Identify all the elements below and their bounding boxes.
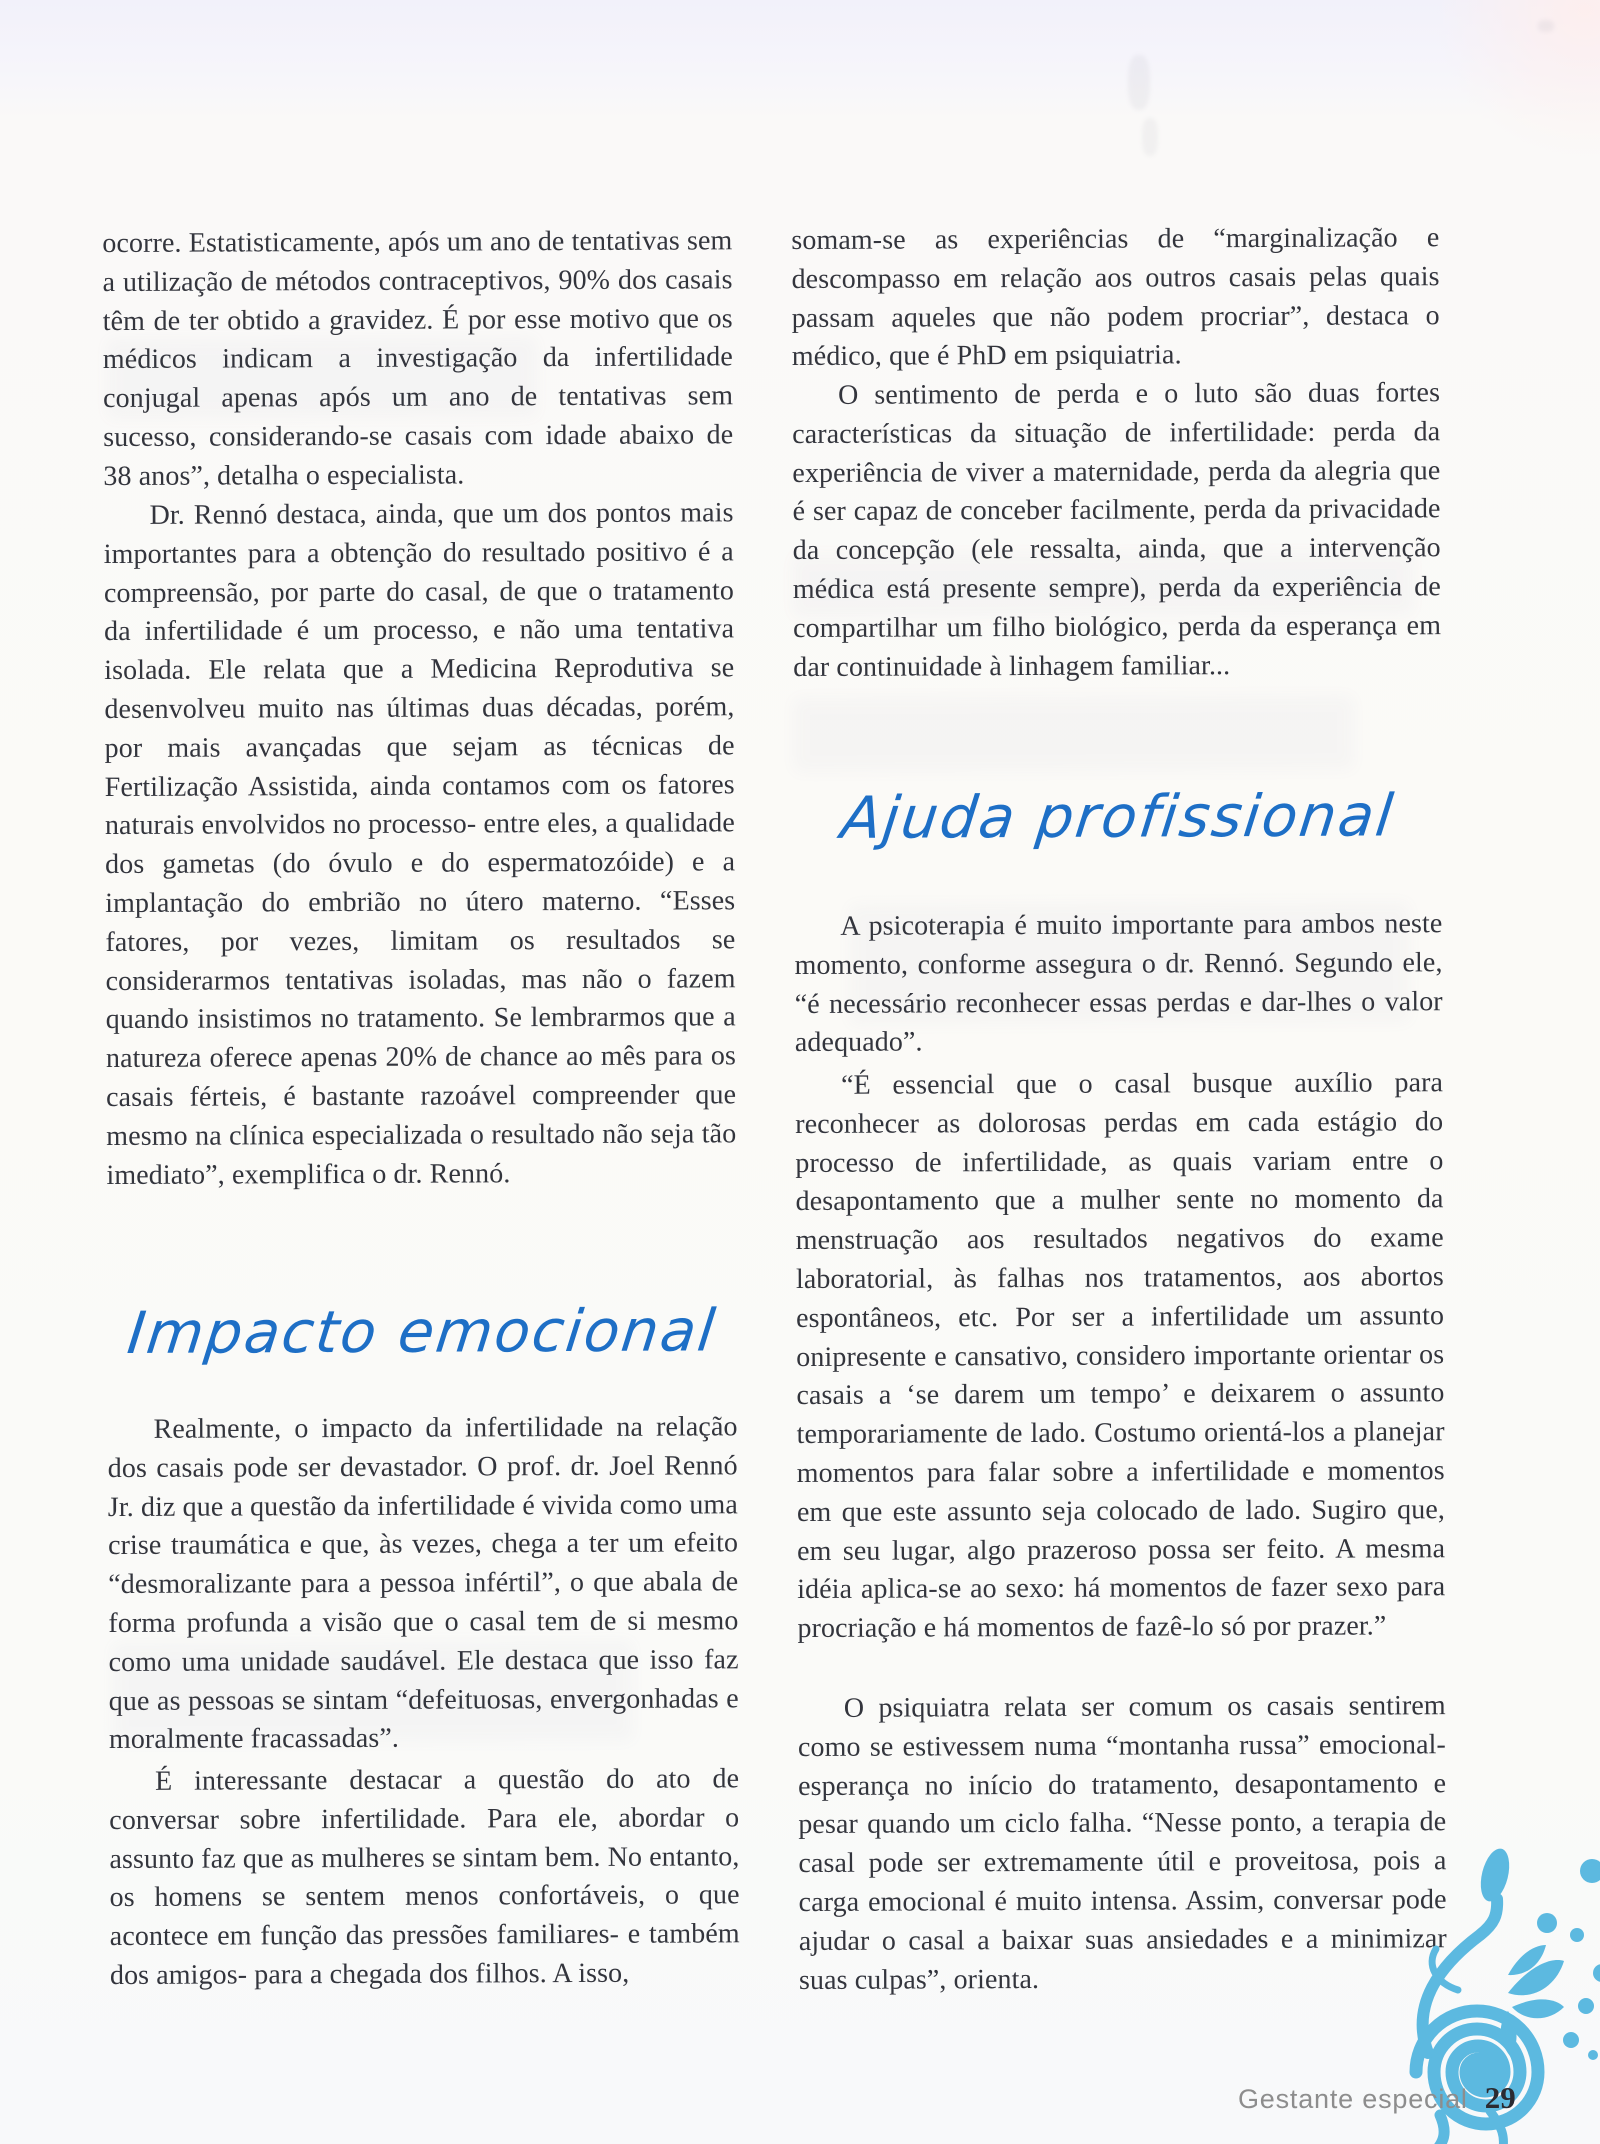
- bleed-through-artifact: [793, 696, 1353, 772]
- body-paragraph: Dr. Rennó destaca, ainda, que um dos pontos mais importantes para a obtenção do resultado positivo é a compreensão, por parte do casal, de que o tratamento da infertilidade é um processo, e não uma tentativa isolada. Ele relata que a Medicina Reprodutiva se desenvolveu muito nas últimas duas décadas, porém, por mais avançadas que sejam as técnicas de Fertilização Assistida, ainda contamos com os fatores naturais envolvidos no processo- entre eles, a qualidade dos gametas (do óvulo e do espermatozóide) e a implantação do embrião no útero materno. “Esses fatores, por vezes, limitam os resultados se considerarmos tentativas isoladas, mas não o fazem quando insistimos no tratamento. Se lembrarmos que a natureza oferece apenas 20% de chance ao mês para os casais férteis, é bastante razoável compreender que mesmo na clínica especializada o resultado não seja tão imediato”, exemplifica o dr. Rennó.: [103, 497, 737, 1191]
- body-paragraph: “É essencial que o casal busque auxílio para reconhecer as dolorosas perdas em cada estágio do processo de infertilidade, as quais variam entre o desapontamento que a mulher sente no momento da menstruação aos resultados negativos do exame laboratorial, às falhas nos tratamentos, aos abortos espontâneos, etc. Por ser a infertilidade um assunto onipresente e cansativo, considero importante orientar os casais a ‘se darem um tempo’ e deixarem o assunto temporariamente de lado. Costumo orientá-los a planejar momentos para falar sobre a infertilidade e momentos em que este assunto seja colocado de lado. Sugiro que, em seu lugar, algo prazeroso possa ser feito. A mesma idéia aplica-se ao sexo: há momentos de fazer sexo para procriação e há momentos de fazê-lo só por prazer.”: [795, 1067, 1446, 1645]
- page-footer: [1238, 2080, 1516, 2116]
- page-number: 29: [1484, 2080, 1516, 2115]
- body-paragraph: A psicoterapia é muito importante para ambos neste momento, conforme assegura o dr. Rennó. Segundo ele, “é necessário reconhecer essas perdas e dar-lhes o valor adequado”.: [794, 908, 1443, 1059]
- magazine-title: Gestante especial: [1238, 2084, 1468, 2114]
- body-paragraph: ocorre. Estatisticamente, após um ano de tentativas sem a utilização de métodos contraceptivos, 90% dos casais têm de ter obtido a gravidez. É por esse motivo que os médicos indicam a investigação da infertilidade conjugal apenas após um ano de tentativas sem sucesso, considerando-se casais com idade abaixo de 38 anos”, detalha o especialista.: [102, 225, 734, 492]
- body-paragraph: É interessante destacar a questão do ato de conversar sobre infertilidade. Para ele, abordar o assunto faz que as mulheres se sintam bem. No entanto, os homens se sentem menos confortáveis, o que acontece em função das pressões familiares- e também dos amigos- para a chegada dos filhos. A isso,: [109, 1763, 740, 1992]
- section-heading-ajuda-profissional: Ajuda profissional: [837, 781, 1399, 852]
- body-paragraph: O psiquiatra relata ser comum os casais sentirem como se estivessem numa “montanha russa” emocional- esperança no início do tratamento, desapontamento e pesar quando um ciclo falha. “Nesse ponto, a terapia de casal pode ser extremamente útil e proveitosa, pois a carga emocional é muito intensa. Assim, conversar pode ajudar o casal a baixar suas ansiedades e a minimizar suas culpas”, orienta.: [797, 1690, 1447, 1996]
- body-paragraph: somam-se as experiências de “marginalização e descompasso em relação aos outros casais pelas quais passam aqueles que não podem procriar”, destaca o médico, que é PhD em psiquiatria.: [791, 222, 1440, 373]
- section-heading-impacto-emocional: Impacto emocional: [124, 1296, 721, 1367]
- body-paragraph: Realmente, o impacto da infertilidade na relação dos casais pode ser devastador. O prof. dr. Joel Rennó Jr. diz que a questão da infertilidade é vivida como uma crise traumática e que, às vezes, chega a ter um efeito “desmoralizante para a pessoa infértil”, o que abala de forma profunda a visão que o casal tem de si mesmo como uma unidade saudável. Ele destaca que isso faz que as pessoas se sintam “defeituosas, envergonhadas e moralmente fracassadas”.: [107, 1411, 739, 1756]
- body-paragraph: O sentimento de perda e o luto são duas fortes características da situação de infertilidade: perda da experiência de viver a maternidade, perda da alegria que é ser capaz de conceber facilmente, perda da privacidade da concepção (ele ressalta, ainda, que a intervenção médica está presente sempre), perda da experiência de compartilhar um filho biológico, perda da esperança em dar continuidade à linhagem familiar...: [792, 377, 1442, 683]
